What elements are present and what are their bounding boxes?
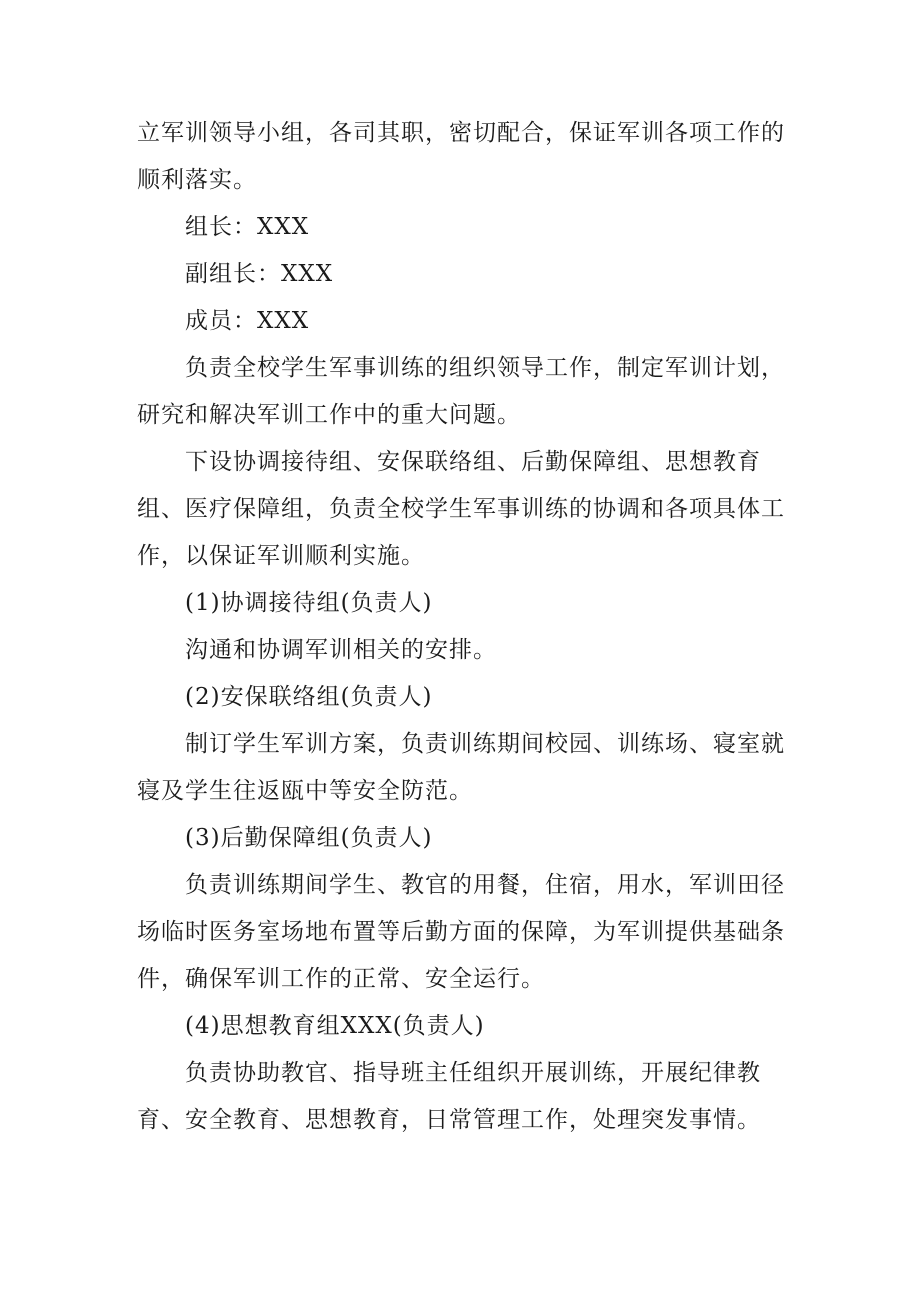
document-body	[137, 110, 797, 1144]
paragraph-deputy-leader: 副组长：XXX	[185, 261, 334, 287]
paragraph-group-leader: 组长：XXX	[185, 214, 310, 240]
paragraph-subgroups: 下设协调接待组、安保联络组、后勤保障组、思想教育组、医疗保障组，负责全校学生军事训练的协调和各项具体工作，以保证军训顺利实施。	[137, 449, 785, 569]
paragraph-intro-continuation: 立军训领导小组，各司其职，密切配合，保证军训各项工作的顺利落实。	[137, 120, 785, 193]
heading-security-group: (2)安保联络组(负责人)	[185, 684, 433, 710]
heading-coordination-group: (1)协调接待组(负责人)	[185, 590, 433, 616]
paragraph-coordination-duties: 沟通和协调军训相关的安排。	[185, 637, 497, 663]
paragraph-education-duties: 负责协助教官、指导班主任组织开展训练，开展纪律教育、安全教育、思想教育，日常管理工作，处理突发事情。	[137, 1060, 761, 1133]
paragraph-security-duties: 制订学生军训方案，负责训练期间校园、训练场、寝室就寝及学生往返瓯中等安全防范。	[137, 731, 785, 804]
paragraph-leadership-duties: 负责全校学生军事训练的组织领导工作，制定军训计划，研究和解决军训工作中的重大问题。	[137, 355, 785, 428]
heading-logistics-group: (3)后勤保障组(负责人)	[185, 825, 433, 851]
heading-education-group: (4)思想教育组XXX(负责人)	[185, 1013, 485, 1039]
paragraph-logistics-duties: 负责训练期间学生、教官的用餐，住宿，用水，军训田径场临时医务室场地布置等后勤方面的保障，为军训提供基础条件，确保军训工作的正常、安全运行。	[137, 872, 785, 992]
paragraph-members: 成员：XXX	[185, 308, 310, 334]
